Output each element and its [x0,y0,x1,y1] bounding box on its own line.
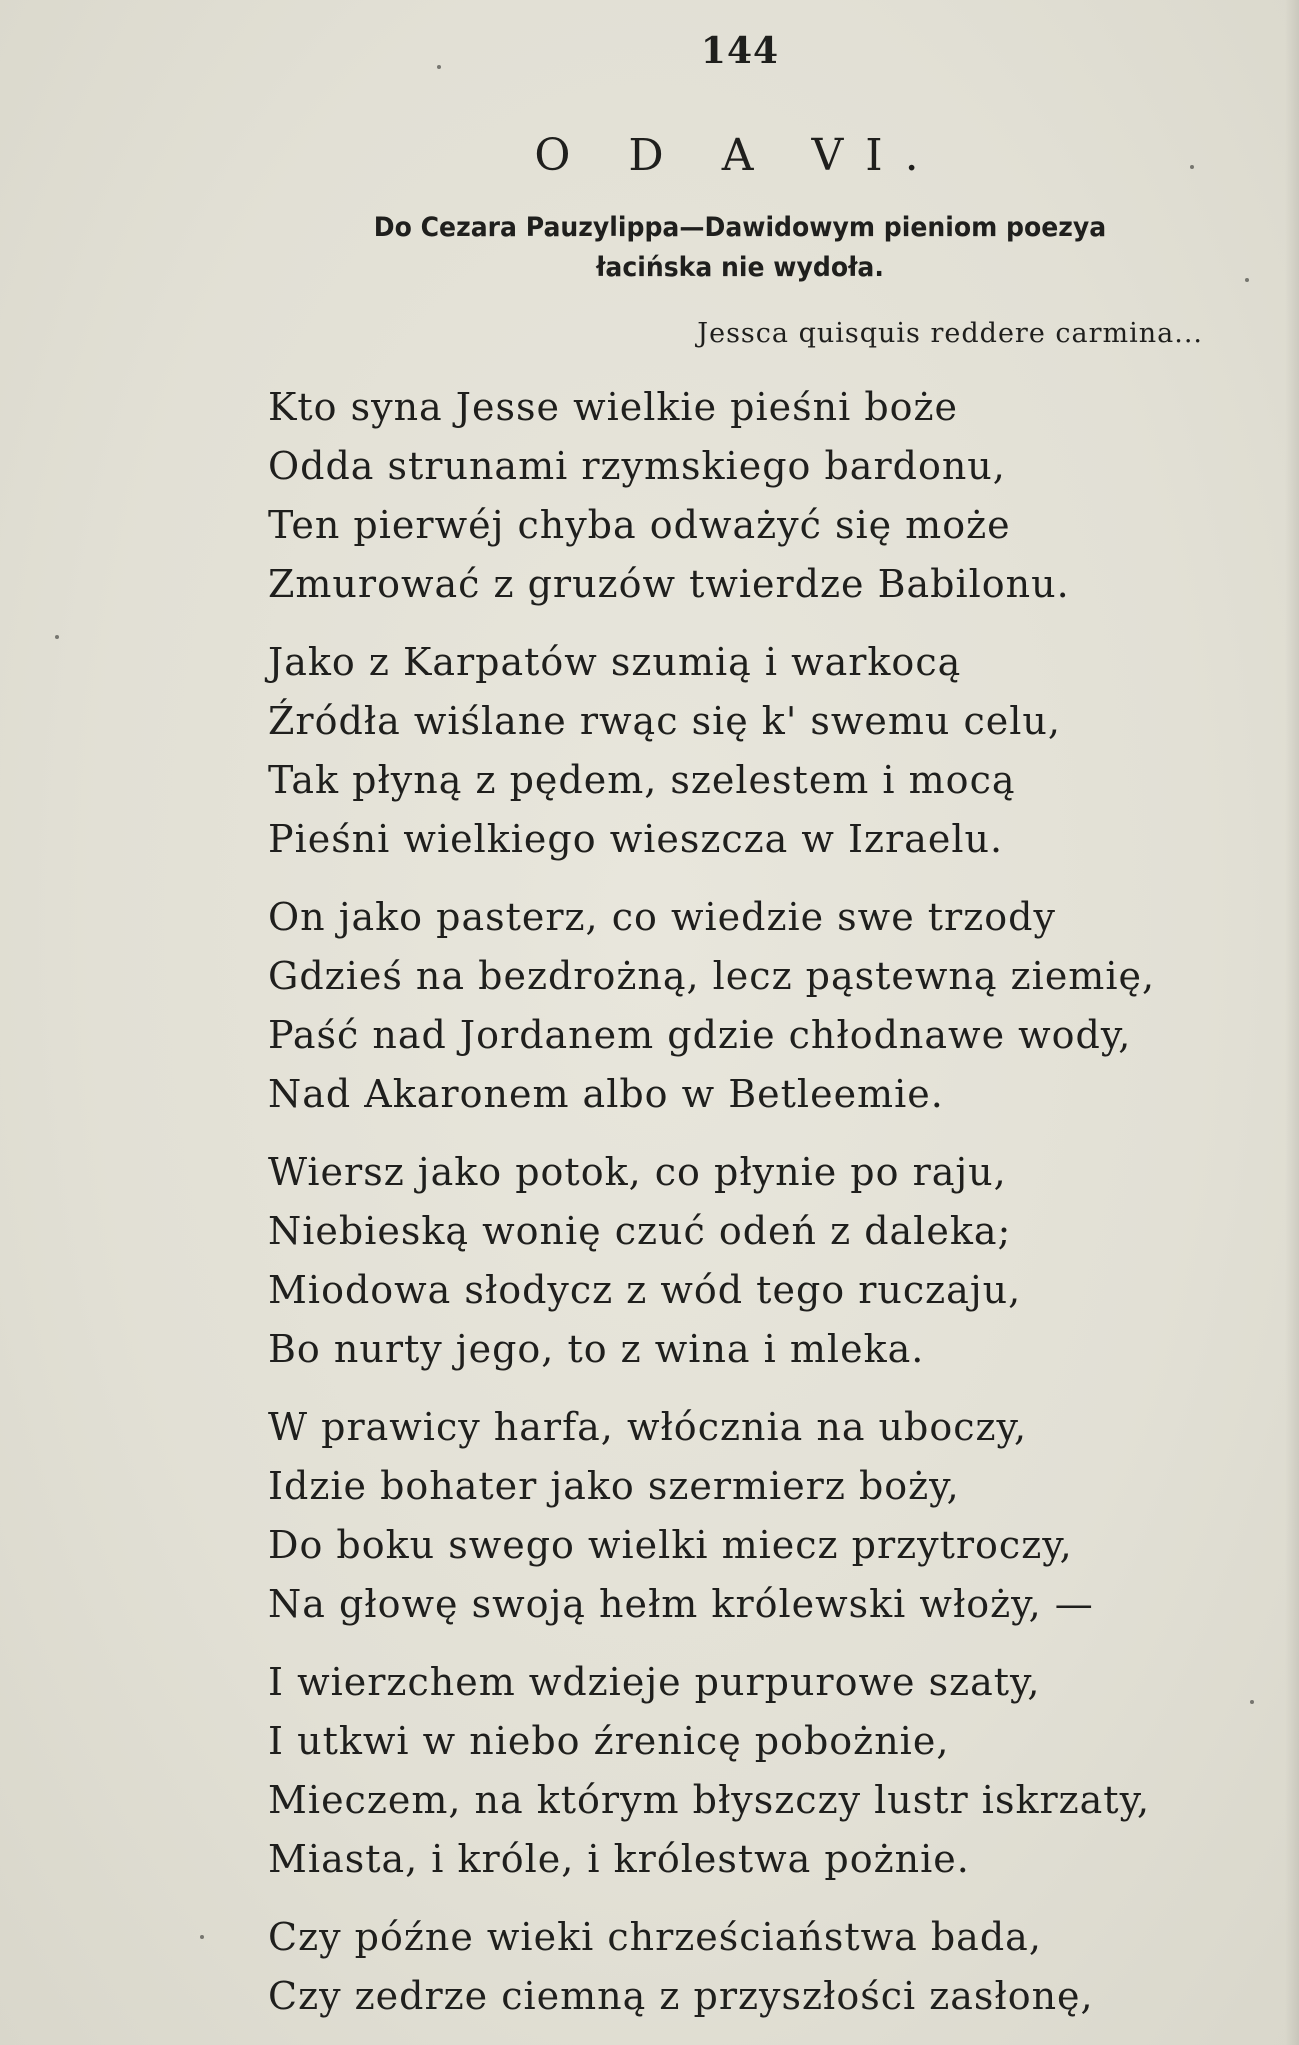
paper-speck [437,65,441,69]
stanza [268,1398,1258,1634]
ode-subtitle [312,208,1168,288]
stanza [268,1143,1258,1379]
subtitle-line: Do Cezara Pauzylippa—Dawidowym pieniom poezya [373,212,1107,243]
verse-line: Czy zedrze ciemną z przyszłości zasłonę, [268,1974,1094,2018]
verse-line: Wiersz jako potok, co płynie po raju, [268,1150,1007,1194]
stanza [268,1653,1258,1889]
stanza [268,633,1258,869]
poem-body [268,378,1258,2045]
verse-line: W prawicy harfa, włócznia na uboczy, [268,1405,1028,1449]
ode-title: O D A VI. [534,130,941,181]
verse-line: Kto syna Jesse wielkie pieśni boże [268,385,959,429]
verse-line: On jako pasterz, co wiedzie swe trzody [268,895,1056,939]
paper-speck [200,1935,204,1939]
verse-line: Na głowę swoją hełm królewski włoży, — [268,1582,1094,1626]
stanza [268,888,1258,1124]
verse-line: Niebieską wonię czuć odeń z daleka; [268,1209,1012,1253]
paper-speck [1250,1700,1254,1704]
subtitle-line: łacińska nie wydoła. [596,252,884,283]
epigraph: Jessca quisquis reddere carmina... [697,318,1203,349]
verse-line: I utkwi w niebo źrenicę pobożnie, [268,1719,950,1763]
stanza [268,378,1258,614]
verse-line: Miasta, i króle, i królestwa pożnie. [268,1837,970,1881]
verse-line: Źródła wiślane rwąc się k' swemu celu, [268,699,1061,743]
paper-speck [1190,165,1194,169]
verse-line: Paść nad Jordanem gdzie chłodnawe wody, [268,1013,1132,1057]
verse-line: Jako z Karpatów szumią i warkocą [268,640,962,684]
page-edge-shadow [1285,0,1299,2045]
page-number: 144 [700,30,780,72]
verse-line: Zmurować z gruzów twierdze Babilonu. [268,562,1070,606]
paper-speck [55,635,59,639]
verse-line: Ten pierwéj chyba odważyć się może [268,503,1011,547]
paper-speck [1245,278,1249,282]
verse-line: Czy późne wieki chrześciaństwa bada, [268,1915,1042,1959]
verse-line: Idzie bohater jako szermierz boży, [268,1464,960,1508]
verse-line: I wierzchem wdzieje purpurowe szaty, [268,1660,1041,1704]
verse-line: Pieśni wielkiego wieszcza w Izraelu. [268,817,1004,861]
stanza [268,1908,1258,2026]
verse-line: Mieczem, na którym błyszczy lustr iskrzaty, [268,1778,1151,1822]
verse-line: Tak płyną z pędem, szelestem i mocą [268,758,1016,802]
verse-line: Do boku swego wielki miecz przytroczy, [268,1523,1073,1567]
verse-line: Bo nurty jego, to z wina i mleka. [268,1327,925,1371]
verse-line: Nad Akaronem albo w Betleemie. [268,1072,944,1116]
verse-line: Gdzieś na bezdrożną, lecz pąstewną ziemię, [268,954,1156,998]
verse-line: Miodowa słodycz z wód tego ruczaju, [268,1268,1022,1312]
verse-line: Odda strunami rzymskiego bardonu, [268,444,1006,488]
